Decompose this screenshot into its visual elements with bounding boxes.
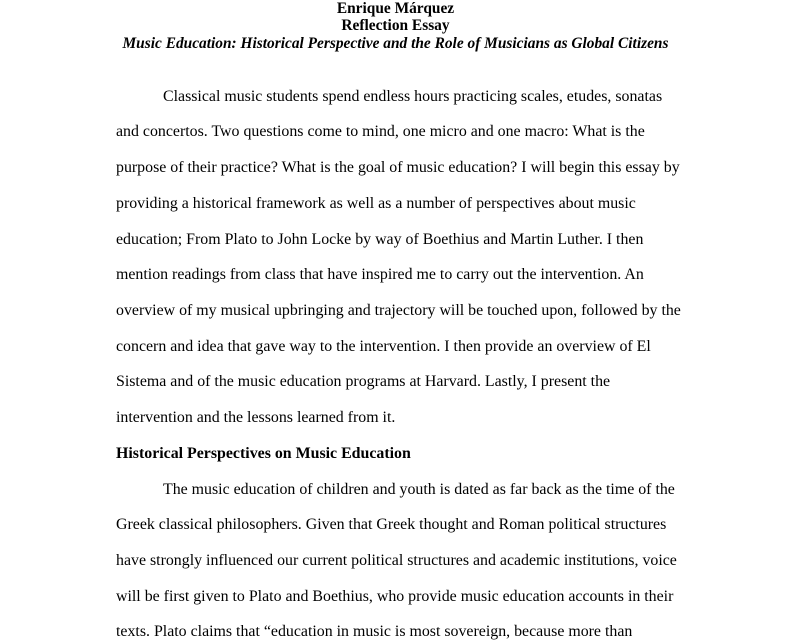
text-line: texts. Plato claims that “education in music is most sovereign, because more than	[116, 623, 633, 640]
section-heading: Historical Perspectives on Music Education	[116, 445, 411, 462]
text-line: will be first given to Plato and Boethius, who provide music education accounts in their	[116, 588, 674, 605]
essay-title: Music Education: Historical Perspective and the Role of Musicians as Global Citizens	[122, 35, 669, 52]
text-line: Sistema and of the music education programs at Harvard. Lastly, I present the	[116, 373, 611, 390]
text-line: have strongly influenced our current political structures and academic institutions, voice	[116, 552, 677, 569]
text-line: purpose of their practice? What is the goal of music education? I will begin this essay by	[116, 159, 680, 176]
text-line: mention readings from class that have inspired me to carry out the intervention. An	[116, 266, 644, 283]
text-line: concern and idea that gave way to the intervention. I then provide an overview of El	[116, 338, 651, 355]
text-line: overview of my musical upbringing and trajectory will be touched upon, followed by the	[116, 302, 681, 319]
text-line: Greek classical philosophers. Given that Greek thought and Roman political structures	[116, 516, 667, 533]
text-line: providing a historical framework as well as a number of perspectives about music	[116, 195, 636, 212]
text-line: and concertos. Two questions come to mind, one micro and one macro: What is the	[116, 123, 645, 140]
text-line: intervention and the lessons learned from it.	[116, 409, 396, 426]
text-line: The music education of children and youth is dated as far back as the time of the	[163, 481, 675, 498]
author-name: Enrique Márquez	[336, 0, 455, 17]
document-type: Reflection Essay	[341, 17, 450, 34]
text-line: Classical music students spend endless hours practicing scales, etudes, sonatas	[163, 88, 663, 105]
text-line: education; From Plato to John Locke by way of Boethius and Martin Luther. I then	[116, 231, 644, 248]
